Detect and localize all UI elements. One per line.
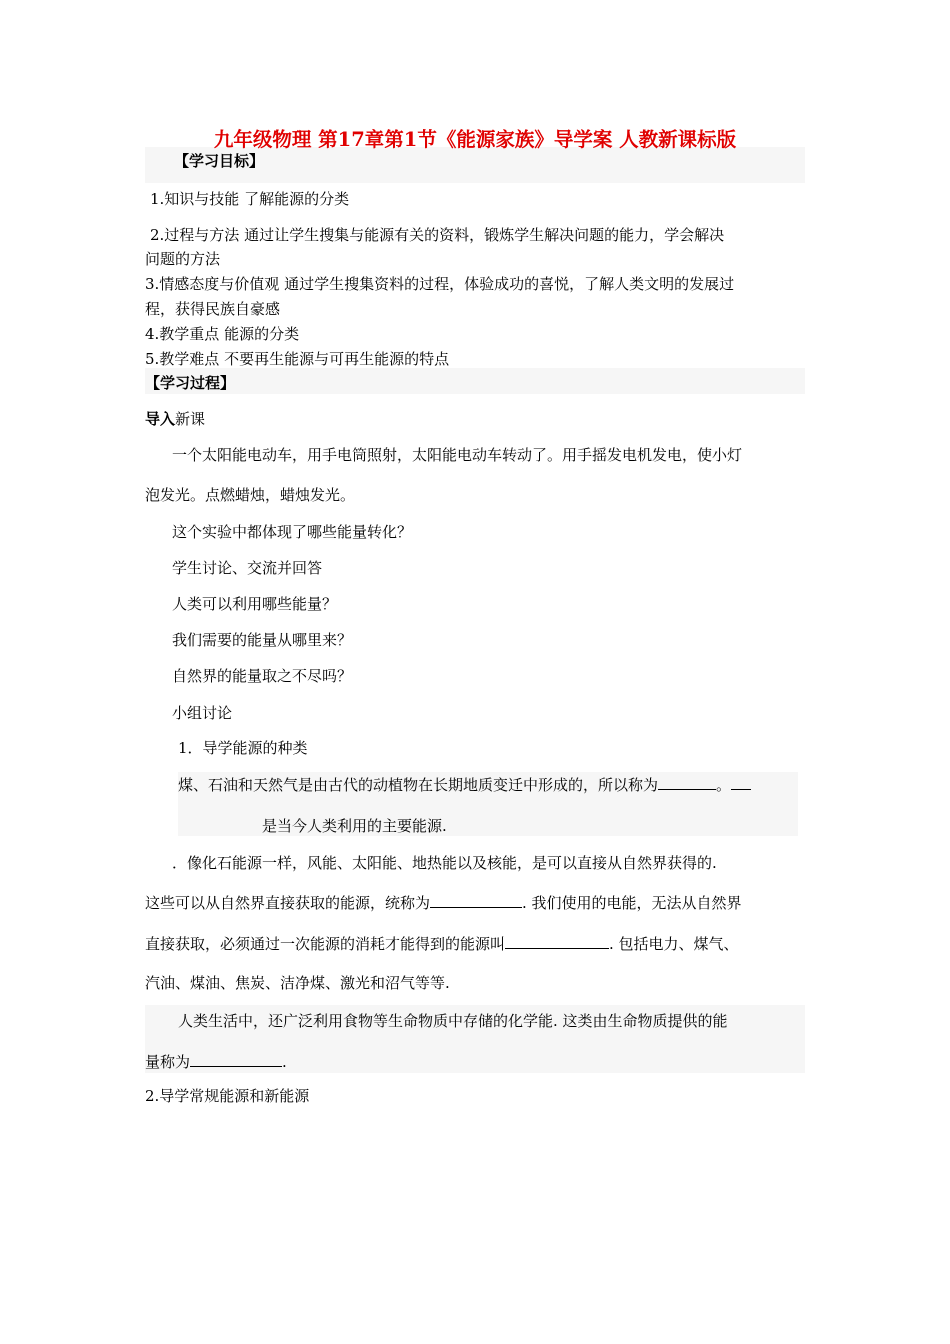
goal-3: 3.情感态度与价值观 通过学生搜集资料的过程，体验成功的喜悦，了解人类文明的发展过 — [145, 275, 735, 293]
question-4: 我们需要的能量从哪里来？ — [172, 631, 353, 649]
process-shade — [145, 368, 805, 394]
section1-paragraph-3b — [145, 1050, 287, 1073]
fill-blank-primary[interactable] — [430, 891, 522, 908]
primary-energy-text: 这些可以从自然界直接获取的能源，统称为 — [145, 894, 431, 912]
fill-blank-secondary[interactable] — [505, 932, 609, 949]
goal-3-cont: 程，获得民族自豪感 — [145, 300, 281, 318]
secondary-energy-text: 直接获取，必须通过一次能源的消耗才能得到的能源叫 — [145, 935, 506, 953]
section1-paragraph-2d: 汽油、煤油、焦炭、洁净煤、激光和沼气等等. — [145, 974, 450, 992]
goal-1: 1.知识与技能 了解能源的分类 — [150, 190, 350, 208]
section1-period: 。 — [716, 776, 732, 794]
section2-heading: 2.导学常规能源和新能源 — [145, 1087, 310, 1105]
process-heading: 【学习过程】 — [145, 374, 236, 392]
intro-heading-rest: 新课 — [175, 410, 206, 428]
question-1: 这个实验中都体现了哪些能量转化？ — [172, 523, 413, 541]
goal-5: 5.教学难点 不要再生能源与可再生能源的特点 — [145, 350, 450, 368]
fill-blank-tail — [731, 773, 751, 790]
section1-paragraph-2a: ．像化石能源一样，风能、太阳能、地热能以及核能，是可以直接从自然界获得的. — [172, 854, 717, 872]
bio-energy-period: . — [282, 1053, 287, 1071]
intro-heading — [145, 408, 205, 430]
bio-energy-text: 量称为 — [145, 1053, 191, 1071]
document-title: 九年级物理 第17章第1节《能源家族》导学案 人教新课标版 — [213, 128, 737, 151]
fill-blank-fossil[interactable] — [658, 773, 716, 790]
fill-blank-bio[interactable] — [190, 1050, 282, 1067]
goal-4: 4.教学重点 能源的分类 — [145, 325, 300, 343]
section1-paragraph-1a — [178, 773, 751, 796]
question-2: 学生讨论、交流并回答 — [172, 559, 323, 577]
section1-paragraph-3a: 人类生活中，还广泛利用食物等生命物质中存储的化学能. 这类由生命物质提供的能 — [178, 1012, 728, 1030]
goals-heading: 【学习目标】 — [174, 152, 265, 170]
section1-heading: 1．导学能源的种类 — [178, 739, 308, 757]
intro-paragraph-1a: 一个太阳能电动车，用手电筒照射，太阳能电动车转动了。用手摇发电机发电，使小灯 — [172, 446, 743, 464]
question-5: 自然界的能量取之不尽吗？ — [172, 667, 353, 685]
goal-2-cont: 问题的方法 — [145, 250, 221, 268]
electric-energy-text: . 我们使用的电能，无法从自然界 — [522, 894, 742, 912]
goal-2: 2.过程与方法 通过让学生搜集与能源有关的资料，锻炼学生解决问题的能力，学会解决 — [150, 226, 725, 244]
section1-text: 煤、石油和天然气是由古代的动植物在长期地质变迁中形成的，所以称为 — [178, 776, 659, 794]
includes-text: . 包括电力、煤气、 — [609, 935, 739, 953]
section1-paragraph-2c — [145, 932, 739, 955]
question-3: 人类可以利用哪些能量？ — [172, 595, 338, 613]
section1-paragraph-2b — [145, 891, 742, 914]
intro-heading-bold: 导入 — [145, 410, 176, 428]
group-discussion: 小组讨论 — [172, 704, 233, 722]
section1-paragraph-1b: 是当今人类利用的主要能源. — [262, 817, 447, 835]
intro-paragraph-1b: 泡发光。点燃蜡烛，蜡烛发光。 — [145, 486, 356, 504]
